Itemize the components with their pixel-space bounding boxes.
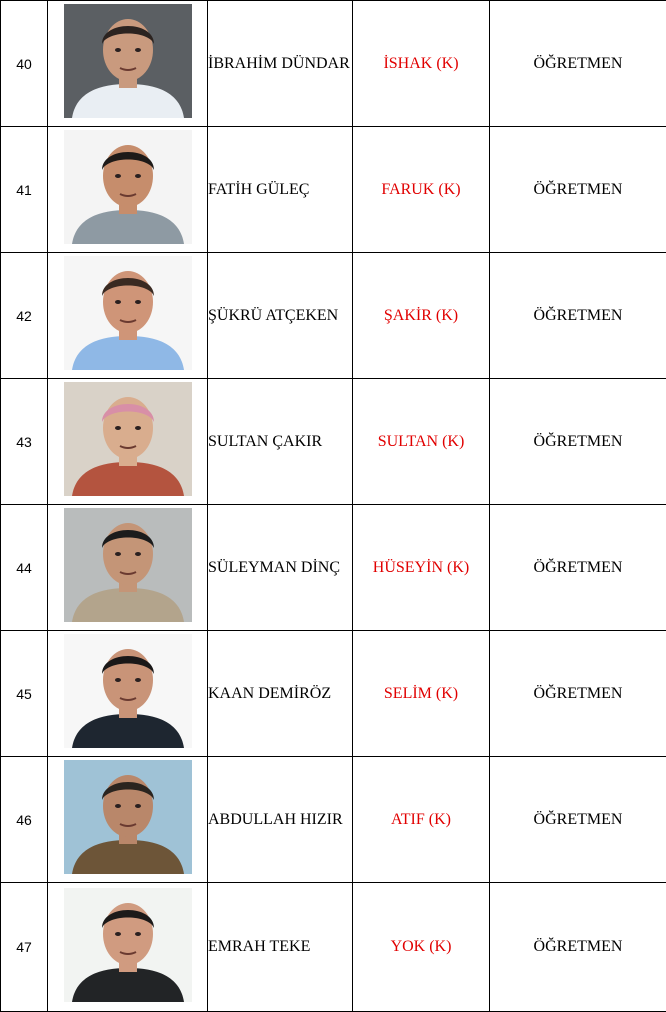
table-row: [1, 253, 666, 379]
portrait-illustration: [64, 760, 192, 874]
role-title: ÖĞRETMEN: [490, 253, 666, 379]
portrait-eye-right: [135, 300, 141, 304]
role-title: ÖĞRETMEN: [490, 379, 666, 505]
portrait-eye-left: [115, 426, 121, 430]
role-title: ÖĞRETMEN: [490, 883, 666, 1012]
role-title: ÖĞRETMEN: [490, 1, 666, 127]
personnel-table-body: [1, 1, 666, 1012]
portrait-eye-left: [115, 300, 121, 304]
portrait-illustration: [64, 4, 192, 118]
portrait-photo: [64, 130, 192, 244]
portrait-cell: [48, 127, 208, 253]
row-number: 41: [1, 127, 48, 253]
row-number: 40: [1, 1, 48, 127]
portrait-photo: [64, 382, 192, 496]
code-name: FARUK (K): [353, 127, 490, 253]
portrait-photo: [64, 634, 192, 748]
portrait-eye-left: [115, 804, 121, 808]
person-name: SÜLEYMAN DİNÇ: [208, 505, 353, 631]
portrait-cell: [48, 505, 208, 631]
table-row: [1, 757, 666, 883]
person-name: KAAN DEMİRÖZ: [208, 631, 353, 757]
table-row: [1, 631, 666, 757]
portrait-photo: [64, 760, 192, 874]
person-name: ABDULLAH HIZIR: [208, 757, 353, 883]
table-row: [1, 883, 666, 1012]
role-title: ÖĞRETMEN: [490, 757, 666, 883]
portrait-cell: [48, 631, 208, 757]
portrait-cell: [48, 757, 208, 883]
row-number: 43: [1, 379, 48, 505]
portrait-eye-right: [135, 804, 141, 808]
portrait-cell: [48, 253, 208, 379]
portrait-cell: [48, 883, 208, 1012]
portrait-cell: [48, 1, 208, 127]
portrait-illustration: [64, 634, 192, 748]
code-name: HÜSEYİN (K): [353, 505, 490, 631]
person-name: ŞÜKRÜ ATÇEKEN: [208, 253, 353, 379]
portrait-cell: [48, 379, 208, 505]
code-name: ŞAKİR (K): [353, 253, 490, 379]
table-row: [1, 1, 666, 127]
role-title: ÖĞRETMEN: [490, 127, 666, 253]
portrait-eye-left: [115, 678, 121, 682]
portrait-eye-right: [135, 48, 141, 52]
code-name: SULTAN (K): [353, 379, 490, 505]
code-name: ATIF (K): [353, 757, 490, 883]
portrait-eye-right: [135, 174, 141, 178]
portrait-eye-right: [135, 426, 141, 430]
portrait-eye-right: [135, 932, 141, 936]
portrait-photo: [64, 888, 192, 1002]
portrait-illustration: [64, 508, 192, 622]
portrait-illustration: [64, 382, 192, 496]
portrait-illustration: [64, 256, 192, 370]
portrait-photo: [64, 508, 192, 622]
row-number: 42: [1, 253, 48, 379]
portrait-eye-left: [115, 174, 121, 178]
row-number: 47: [1, 883, 48, 1012]
row-number: 46: [1, 757, 48, 883]
portrait-eye-left: [115, 932, 121, 936]
person-name: FATİH GÜLEÇ: [208, 127, 353, 253]
row-number: 45: [1, 631, 48, 757]
table-row: [1, 505, 666, 631]
portrait-eye-left: [115, 48, 121, 52]
portrait-photo: [64, 4, 192, 118]
code-name: SELİM (K): [353, 631, 490, 757]
portrait-eye-right: [135, 552, 141, 556]
code-name: İSHAK (K): [353, 1, 490, 127]
portrait-photo: [64, 256, 192, 370]
table-row: [1, 379, 666, 505]
row-number: 44: [1, 505, 48, 631]
portrait-illustration: [64, 888, 192, 1002]
person-name: EMRAH TEKE: [208, 883, 353, 1012]
table-row: [1, 127, 666, 253]
role-title: ÖĞRETMEN: [490, 631, 666, 757]
role-title: ÖĞRETMEN: [490, 505, 666, 631]
portrait-eye-left: [115, 552, 121, 556]
portrait-eye-right: [135, 678, 141, 682]
portrait-illustration: [64, 130, 192, 244]
person-name: İBRAHİM DÜNDAR: [208, 1, 353, 127]
person-name: SULTAN ÇAKIR: [208, 379, 353, 505]
code-name: YOK (K): [353, 883, 490, 1012]
